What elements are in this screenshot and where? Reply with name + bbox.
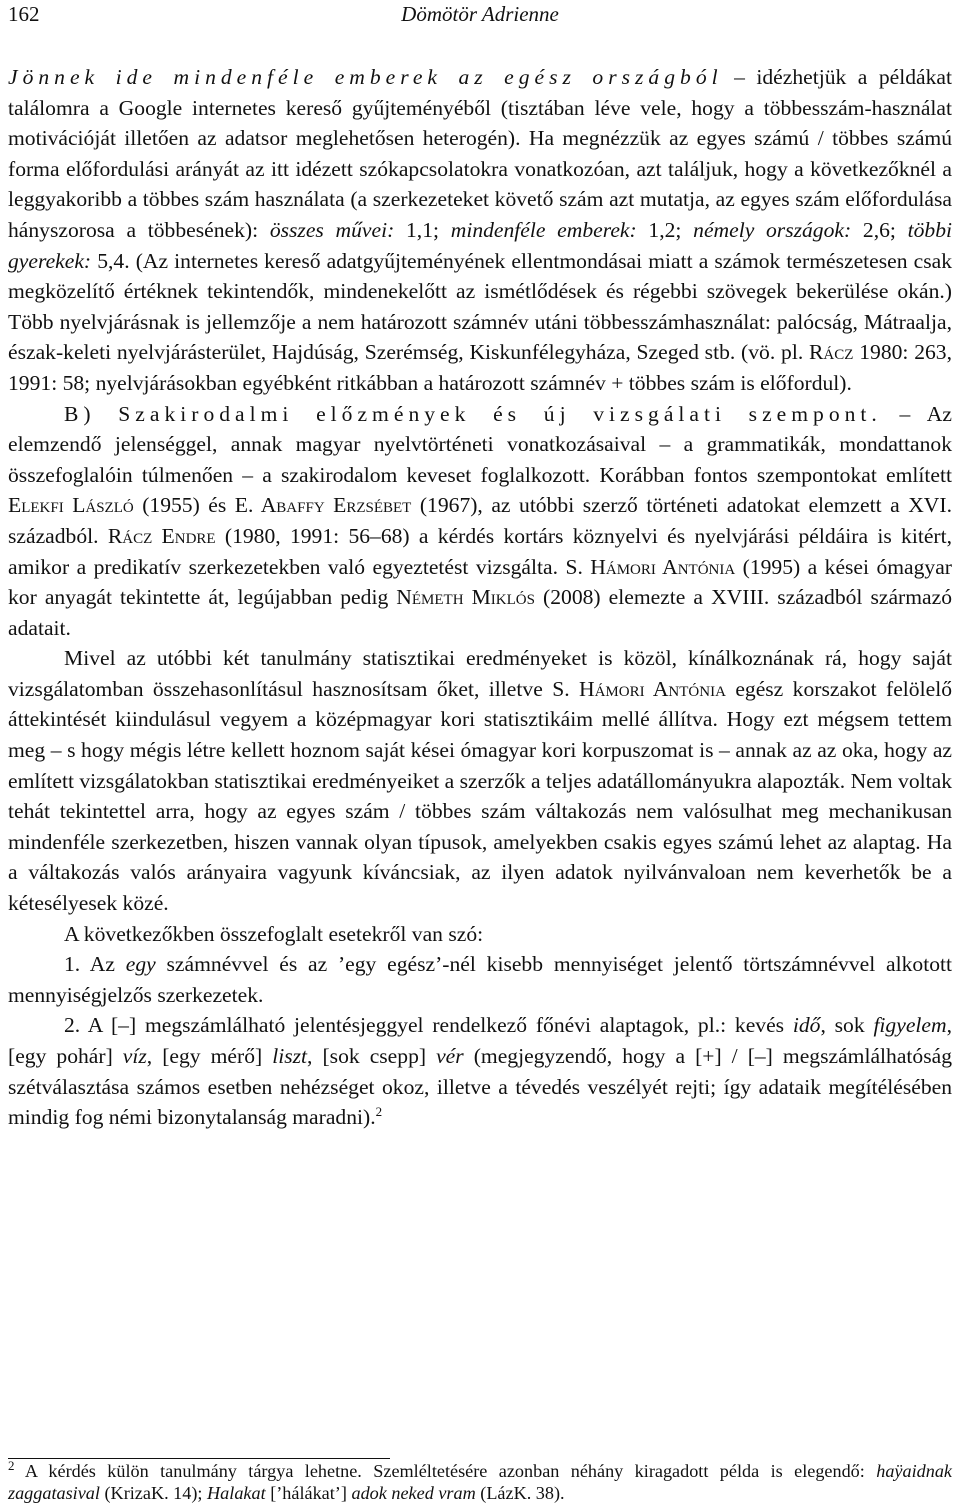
footnote-reference[interactable]: 2 xyxy=(375,1104,383,1119)
text-run: 1,1; xyxy=(394,217,451,242)
running-head-author: Dömötör Adrienne xyxy=(401,2,559,26)
example: többi gyerekek: xyxy=(8,217,953,273)
paragraph-1 xyxy=(8,62,952,399)
author-name: Rácz Endre xyxy=(107,523,216,548)
text-run: (LázK. 38). xyxy=(475,1483,565,1503)
text-run: egész korszakot felölelő áttekintését kiindulásul vegyem a középmagyar kori statisztikáim mellé állítva. Hogy ezt mégsem tettem meg – s hogy mégis létre kellett hoznom saját kései ómagyar kori korpuszomat is – annak az az oka, hogy az említett vizsgálatokban statisztikai eredményeiket a szerzők a teljes adatállományukra alapozták. Nem voltak tehát tekintettel arra, hogy az egyes szám / többes szám váltakozás nem valósulhat meg mechanikusan mindenféle szerkezetben, hiszen vannak olyan típusok, amelyekben csakis egyes számú lehet az alaptag. Ha a váltakozás valós arányaira vagyunk kíváncsiak, az ilyen adatok nyilvánvaloan nem keverhetők be a kétesélyesek közé. xyxy=(8,676,952,916)
body-text xyxy=(8,62,952,1133)
example: haÿaidnak zaggatasival xyxy=(8,1461,952,1503)
paragraph-3 xyxy=(8,643,952,918)
example: adok neked vram xyxy=(351,1483,476,1503)
text-run: (1980, 1991: 56–68) a kérdés kortárs köznyelvi és nyelvjárási példáira is kitért, amikor a predikatív szerkezetekben való egyeztetést vizsgálta. xyxy=(8,523,953,579)
footnote-text xyxy=(8,1457,952,1504)
author-name: E. Abaffy Erzsébet xyxy=(234,493,412,518)
example: víz xyxy=(122,1044,147,1068)
text-run: 2. A [–] megszámlálható jelentésjeggyel rendelkező főnévi alaptagok, pl.: kevés xyxy=(64,1013,793,1038)
author-name: S. Hámori Antónia xyxy=(552,676,726,701)
footnote-divider xyxy=(8,1458,390,1459)
text-run: – Az elemzendő jelenséggel, annak magyar nyelvtörténeti vonatkozásaival – a grammatikák, mondattanok összefoglalóin túlmenően – a szakirodalom keveset foglalkozott. Korábban fontos szempontokat említett xyxy=(8,401,952,487)
example: mindenféle emberek: xyxy=(450,217,637,242)
quoted-example: Jönnek ide mindenféle emberek az egész országból xyxy=(8,65,723,89)
text-run: , [egy pohár] xyxy=(8,1013,952,1068)
page-header xyxy=(8,0,952,36)
example: egy xyxy=(125,952,156,977)
text-run: A következőkben összefoglalt esetekről van szó: xyxy=(64,921,484,946)
text-run: (1955) és xyxy=(133,493,235,518)
text-run: (KrizaK. 14); xyxy=(99,1483,208,1503)
example: Halakat xyxy=(207,1483,266,1503)
text-run: (2008) elemezte a XVIII. századból származó adatait. xyxy=(8,585,952,640)
text-run: (megjegyzendő, hogy a [+] / [–] megszámlálhatóság szétválasztása számos esetben nehézséget okoz, illetve a tévedés veszélyét rejti; így adataik megítélésében mindig fog némi bizonytalanság maradni). xyxy=(8,1044,952,1130)
text-run: – idézhetjük a példákat találomra a Google internetes kereső gyűjteményéből (tisztában léve vele, hogy a többesszám-használat motivációját illetően az adatsor meglehetősen heterogén). Ha megnézzük az egyes számú / többes számú forma előfordulási arányát az itt idézett szókapcsolatokra vonatkozóan, azt találjuk, hogy a következőknél a leggyakoribb a többes szám használata (a szerkezeteket követő szám azt mutatja, az egyes szám előfordulása hányszorosa a többesének): xyxy=(8,65,952,242)
text-run: (1995) a kései ómagyar kor anyagát tekintette át, legújabban pedig xyxy=(8,554,952,610)
author-name: S. Hámori Antónia xyxy=(565,554,736,579)
text-run: 2,6; xyxy=(851,217,908,242)
text-run: 1980: 263, 1991: 58; nyelvjárásokban egyébként ritkábban a határozott számnév + többes szám is előfordul). xyxy=(8,340,952,395)
list-item-1 xyxy=(8,949,952,1010)
text-run: 1,2; xyxy=(636,217,694,242)
paragraph-4 xyxy=(8,919,952,950)
text-run: 5,4. (Az internetes kereső adatgyűjteményének ellentmondásai miatt a számok természetesen csak megközelítő értéknek tekintendők, mindenekelőtt az ismétlődések és régebbi szövegek bekerülése okán.) Több nyelvjárásnak is jellemzője a nem határozott számnév utáni többesszámhasználat: palócság, Mátraalja, észak-keleti nyelvjárásterület, Hajdúság, Szerémség, Kiskunfélegyháza, Szeged stb. (vö. pl. xyxy=(8,248,952,365)
text-run: [’hálákat’] xyxy=(265,1483,352,1503)
author-name: Elekfi László xyxy=(8,493,134,518)
example: idő xyxy=(792,1013,821,1038)
author-name: Rácz xyxy=(809,340,854,365)
section-heading: B) Szakirodalmi előzmények és új vizsgálati szempont. xyxy=(64,401,882,426)
text-run: (1967), az utóbbi szerző történeti adatokat elemzett a XVI. századból. xyxy=(8,493,952,548)
text-run: , sok xyxy=(820,1013,874,1038)
example: némely országok: xyxy=(693,217,852,242)
text-run: számnévvel és az ’egy egész’-nél kisebb mennyiséget jelentő törtszámnévvel alkotott mennyiségjelzős szerkezetek. xyxy=(8,952,952,1007)
author-name: Németh Miklós xyxy=(396,585,535,610)
text-run: , [egy mérő] xyxy=(146,1044,273,1068)
text-run: A kérdés külön tanulmány tárgya lehetne. Szemléltetésére azonban néhány kiragadott példa is elegendő: xyxy=(14,1461,877,1481)
text-run: 1. Az xyxy=(64,952,126,977)
paragraph-2 xyxy=(8,399,952,644)
text-run: , [sok csepp] xyxy=(307,1044,437,1068)
footnote xyxy=(8,1457,952,1504)
page-number: 162 xyxy=(8,2,40,26)
example: vér xyxy=(436,1044,464,1068)
text-run: Mivel az utóbbi két tanulmány statisztikai eredményeket is közöl, kínálkoznának rá, hogy saját vizsgálatomban összehasonlításul hasznosítsam őket, illetve xyxy=(8,646,952,701)
footnote-mark: 2 xyxy=(8,1457,15,1473)
example: figyelem xyxy=(873,1013,947,1038)
example: összes művei: xyxy=(269,217,395,242)
list-item-2 xyxy=(8,1010,952,1132)
example: liszt xyxy=(272,1044,308,1068)
